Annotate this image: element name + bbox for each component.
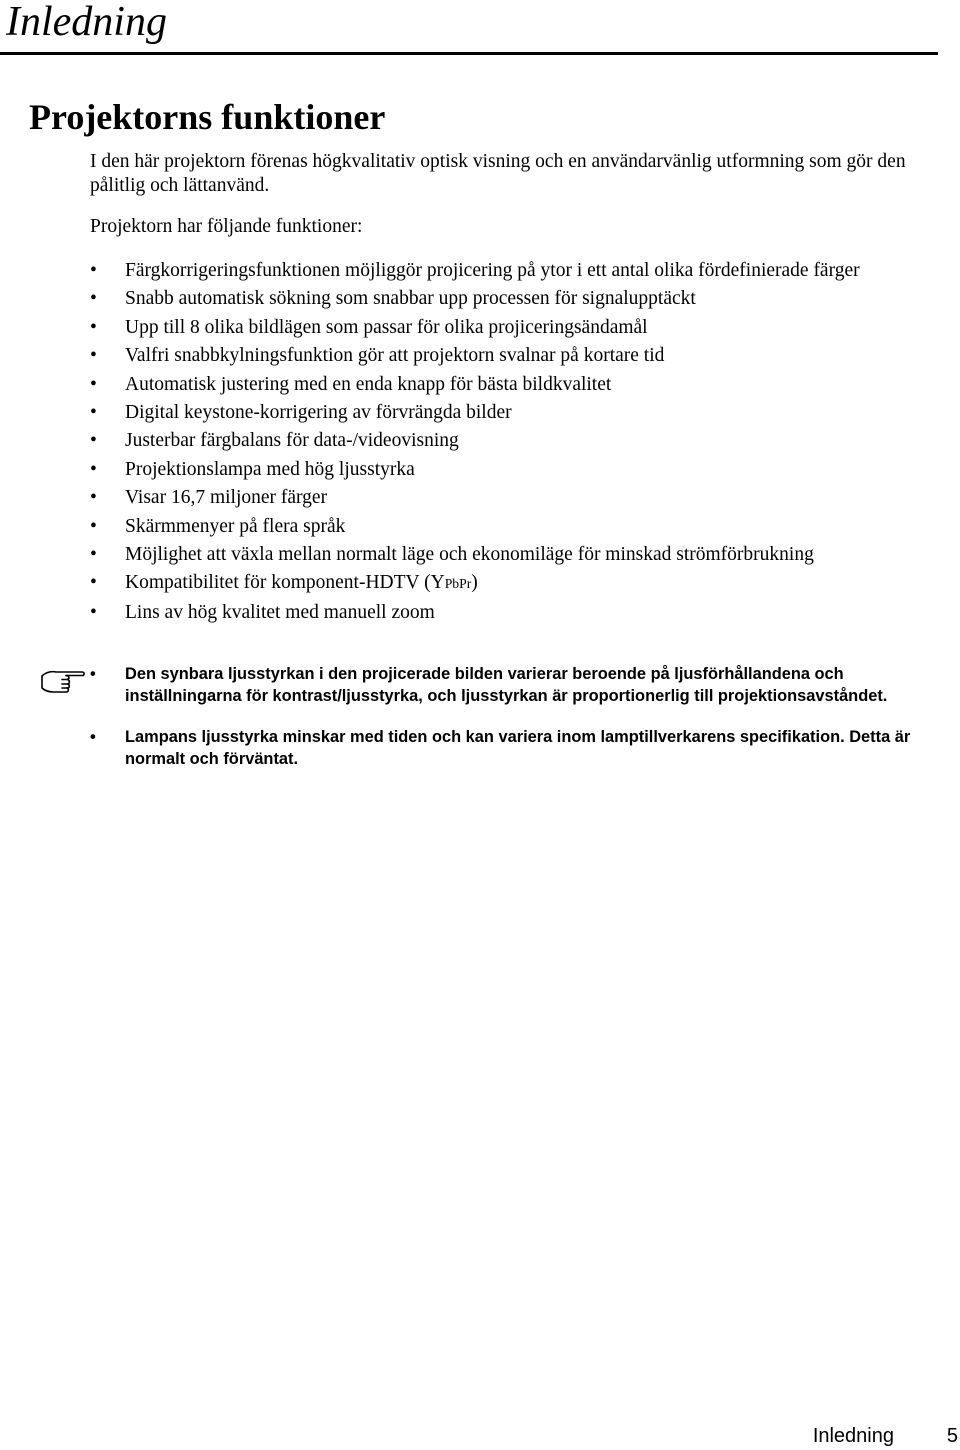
bullet: •	[90, 345, 97, 367]
feature-text: Digital keystone-korrigering av förvrängda bilder	[125, 402, 512, 424]
feature-item	[90, 569, 950, 598]
bullet: •	[90, 316, 97, 338]
feature-text: Möjlighet att växla mellan normalt läge och ekonomiläge för minskad strömförbrukning	[125, 544, 814, 566]
feature-item	[90, 285, 950, 313]
footer-section-label: Inledning	[812, 1425, 894, 1447]
feature-text-hdtv	[125, 572, 478, 593]
feature-text: Upp till 8 olika bildlägen som passar för olika projiceringsändamål	[125, 316, 648, 338]
note-item	[90, 727, 920, 770]
bullet: •	[90, 728, 96, 746]
bullet: •	[90, 544, 97, 566]
bullet: •	[90, 665, 96, 683]
feature-item	[90, 371, 950, 399]
note-item	[90, 664, 920, 707]
bullet: •	[90, 458, 97, 480]
feature-text: Visar 16,7 miljoner färger	[125, 487, 328, 509]
feature-item	[90, 399, 950, 427]
chapter-title: Inledning	[6, 0, 167, 45]
bullet: •	[90, 430, 97, 452]
feature-text: Snabb automatisk sökning som snabbar upp processen för signalupptäckt	[125, 288, 696, 310]
feature-item	[90, 257, 950, 285]
feature-item	[90, 513, 950, 541]
hdtv-suffix: )	[471, 572, 478, 594]
features-lead-text: Projektorn har följande funktioner:	[90, 216, 363, 237]
section-title: Projektorns funktioner	[29, 97, 386, 137]
bullet: •	[90, 402, 97, 424]
feature-text: Valfri snabbkylningsfunktion gör att projektorn svalnar på kortare tid	[125, 345, 665, 367]
feature-text: Färgkorrigeringsfunktionen möjliggör projicering på ytor i ett antal olika fördefinierade färger	[125, 260, 860, 281]
note-text: Lampans ljusstyrka minskar med tiden och kan variera inom lamptillverkarens specifikation. Detta är normalt och förväntat.	[125, 728, 911, 768]
feature-item	[90, 599, 950, 627]
bullet: •	[90, 515, 97, 537]
feature-item	[90, 541, 950, 569]
feature-item	[90, 484, 950, 512]
hdtv-pbpr: PbPr	[444, 576, 472, 592]
hdtv-prefix: Kompatibilitet för komponent-HDTV (Y	[125, 572, 445, 594]
feature-list	[90, 257, 950, 627]
note-list	[90, 664, 920, 770]
feature-text: Projektionslampa med hög ljusstyrka	[125, 458, 415, 480]
bullet: •	[90, 260, 97, 281]
bullet: •	[90, 373, 97, 395]
feature-item	[90, 314, 950, 342]
bullet: •	[90, 288, 97, 310]
page-number: 5	[946, 1425, 958, 1447]
note-text: Den synbara ljusstyrkan i den projicerade bilden varierar beroende på ljusförhållandena och inställningarna för kontrast/ljusstyrka, och ljusstyrkan är proportionerlig till projektionsavståndet.	[125, 665, 888, 705]
feature-item	[90, 342, 950, 370]
chapter-divider	[0, 52, 938, 55]
feature-item	[90, 427, 950, 455]
feature-text: Automatisk justering med en enda knapp för bästa bildkvalitet	[125, 373, 612, 395]
bullet: •	[90, 601, 97, 623]
intro-paragraph: I den här projektorn förenas högkvalitativ optisk visning och en användarvänlig utformning som gör den pålitlig och lättanvänd.	[90, 151, 906, 196]
feature-text: Justerbar färgbalans för data-/videovisning	[125, 430, 459, 452]
bullet: •	[90, 572, 97, 594]
feature-text: Lins av hög kvalitet med manuell zoom	[125, 601, 435, 623]
feature-item	[90, 456, 950, 484]
bullet: •	[90, 487, 97, 509]
feature-text: Skärmmenyer på flera språk	[125, 515, 346, 537]
pointing-hand-icon	[40, 666, 88, 694]
